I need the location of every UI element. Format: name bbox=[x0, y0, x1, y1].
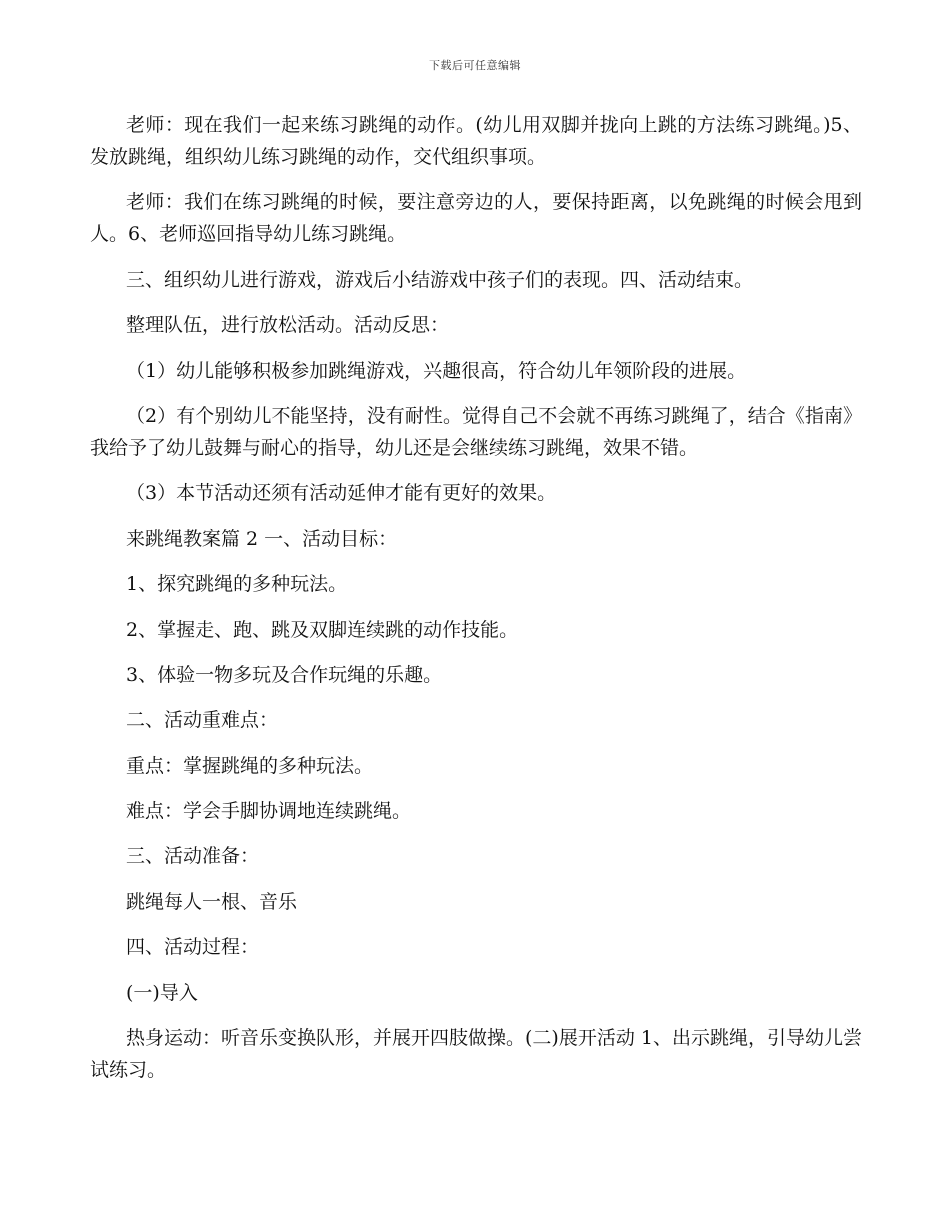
paragraph: 整理队伍，进行放松活动。活动反思： bbox=[126, 314, 450, 337]
paragraph: (一)导入 bbox=[126, 981, 198, 1004]
paragraph: 来跳绳教案篇 2 一、活动目标： bbox=[126, 527, 398, 550]
paragraph: 3、体验一物多玩及合作玩绳的乐趣。 bbox=[126, 663, 443, 686]
paragraph: 热身运动：听音乐变换队形，并展开四肢做操。(二)展开活动 1、出示跳绳，引导幼儿尝试练习。 bbox=[90, 1027, 862, 1082]
paragraph: 重点：掌握跳绳的多种玩法。 bbox=[126, 754, 374, 777]
paragraph: 老师：现在我们一起来练习跳绳的动作。(幼儿用双脚并拢向上跳的方法练习跳绳。)5、发放跳绳，组织幼儿练习跳绳的动作，交代组织事项。 bbox=[90, 114, 862, 168]
paragraph: 1、探究跳绳的多种玩法。 bbox=[126, 573, 348, 596]
paragraph: （3）本节活动还须有活动延伸才能有更好的效果。 bbox=[126, 482, 557, 505]
paragraph: 难点：学会手脚协调地连续跳绳。 bbox=[126, 800, 412, 823]
paragraph: 2、掌握走、跑、跳及双脚连续跳的动作技能。 bbox=[126, 618, 519, 641]
paragraph: 跳绳每人一根、音乐 bbox=[126, 890, 298, 913]
document-body bbox=[90, 109, 862, 1099]
paragraph: 三、组织幼儿进行游戏，游戏后小结游戏中孩子们的表现。四、活动结束。 bbox=[126, 268, 754, 291]
paragraph: 二、活动重难点： bbox=[126, 709, 279, 732]
paragraph: 三、活动准备： bbox=[126, 845, 260, 868]
paragraph: （1）幼儿能够积极参加跳绳游戏，兴趣很高，符合幼儿年领阶段的进展。 bbox=[126, 359, 747, 382]
paragraph: 四、活动过程： bbox=[126, 936, 260, 959]
paragraph: （2）有个别幼儿不能坚持，没有耐性。觉得自己不会就不再练习跳绳了，结合《指南》我给予了幼儿鼓舞与耐心的指导，幼儿还是会继续练习跳绳，效果不错。 bbox=[90, 404, 862, 459]
page-header: 下载后可任意编辑 bbox=[429, 59, 521, 72]
paragraph: 老师：我们在练习跳绳的时候，要注意旁边的人，要保持距离，以免跳绳的时候会甩到人。6、老师巡回指导幼儿练习跳绳。 bbox=[90, 191, 862, 246]
